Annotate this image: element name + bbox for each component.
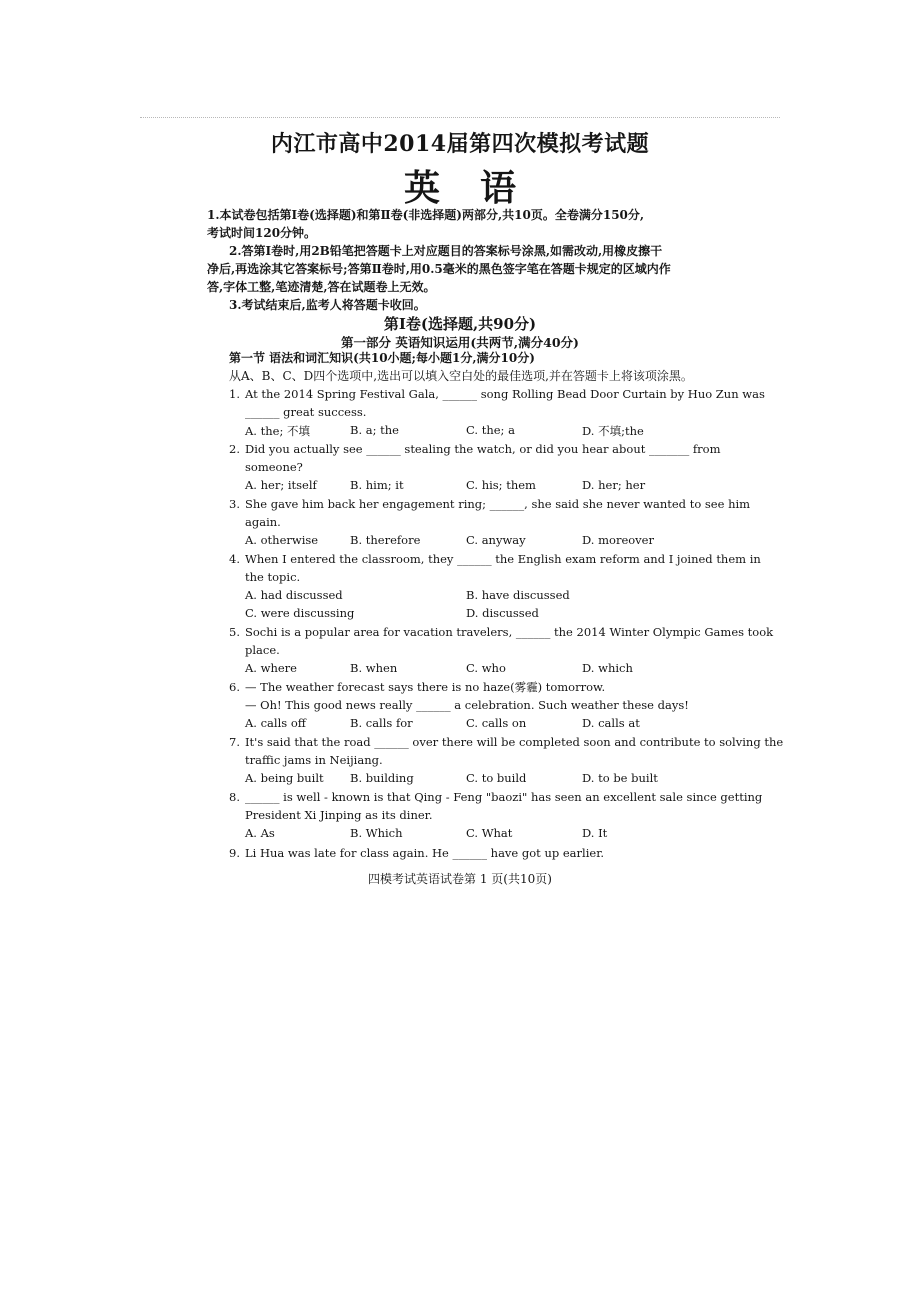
answer-option: A. her; itself xyxy=(245,478,317,492)
question-stem: ______ is well - known is that Qing - Feng "baozi" has seen an excellent sale since getting xyxy=(245,790,763,804)
question-stem: again. xyxy=(245,515,281,529)
answer-option: C. calls on xyxy=(466,716,527,730)
question-number: 3. xyxy=(229,497,240,511)
answer-option: A. otherwise xyxy=(245,533,319,547)
note-line: 答,字体工整,笔迹清楚,答在试题卷上无效。 xyxy=(207,280,436,294)
question-number: 5. xyxy=(229,625,240,639)
question-stem: When I entered the classroom, they ______ the English exam reform and I joined them in xyxy=(245,552,761,566)
answer-option: B. have discussed xyxy=(466,588,570,602)
answer-option: B. when xyxy=(350,661,398,675)
answer-option: D. moreover xyxy=(582,533,654,547)
question-stem: ______ great success. xyxy=(245,405,367,419)
question-stem: It's said that the road ______ over there will be completed soon and contribute to solving the xyxy=(245,735,784,749)
subject-title: 英语 xyxy=(403,167,556,209)
answer-option: D. discussed xyxy=(466,606,539,620)
answer-option: B. him; it xyxy=(350,478,404,492)
answer-option: B. building xyxy=(350,771,414,785)
section-title: 第一节 语法和词汇知识(共10小题;每小题1分,满分10分) xyxy=(229,351,535,365)
answer-option: C. were discussing xyxy=(245,606,355,620)
exam-title: 内江市高中2014届第四次模拟考试题 xyxy=(270,131,650,157)
answer-option: C. to build xyxy=(466,771,527,785)
question-stem: traffic jams in Neijiang. xyxy=(245,753,383,767)
part-title: 第一部分 英语知识运用(共两节,满分40分) xyxy=(341,335,579,350)
answer-option: C. What xyxy=(466,826,513,840)
answer-option: D. her; her xyxy=(582,478,646,492)
question-stem: — The weather forecast says there is no haze(雾霾) tomorrow. xyxy=(245,680,606,694)
note-line: 考试时间120分钟。 xyxy=(207,226,317,240)
answer-option: B. Which xyxy=(350,826,403,840)
answer-option: A. calls off xyxy=(245,716,306,730)
answer-option: C. who xyxy=(466,661,506,675)
answer-option: C. his; them xyxy=(466,478,536,492)
note-line: 3.考试结束后,监考人将答题卡收回。 xyxy=(229,298,426,312)
answer-option: A. the; 不填 xyxy=(245,424,310,438)
answer-option: D. It xyxy=(582,826,608,840)
question-number: 9. xyxy=(229,846,240,860)
question-stem: Sochi is a popular area for vacation travelers, ______ the 2014 Winter Olympic Games took xyxy=(245,625,774,639)
question-stem: Did you actually see ______ stealing the watch, or did you hear about _______ from xyxy=(245,442,721,456)
question-stem: place. xyxy=(245,643,280,657)
question-stem: President Xi Jinping as its diner. xyxy=(245,808,433,822)
instruction: 从A、B、C、D四个选项中,选出可以填入空白处的最佳选项,并在答题卡上将该项涂黑。 xyxy=(229,369,693,383)
answer-option: C. anyway xyxy=(466,533,526,547)
answer-option: A. As xyxy=(245,826,275,840)
note-line: 1.本试卷包括第Ⅰ卷(选择题)和第Ⅱ卷(非选择题)两部分,共10页。全卷满分150分, xyxy=(207,208,645,222)
question-stem: She gave him back her engagement ring; ______, she said she never wanted to see him xyxy=(245,497,751,511)
note-line: 2.答第Ⅰ卷时,用2B铅笔把答题卡上对应题目的答案标号涂黑,如需改动,用橡皮擦干 xyxy=(229,244,663,258)
question-number: 2. xyxy=(229,442,240,456)
answer-option: D. which xyxy=(582,661,633,675)
question-number: 4. xyxy=(229,552,240,566)
answer-option: B. calls for xyxy=(350,716,413,730)
answer-option: B. therefore xyxy=(350,533,421,547)
question-stem: the topic. xyxy=(245,570,301,584)
question-stem: At the 2014 Spring Festival Gala, ______ song Rolling Bead Door Curtain by Huo Zun was xyxy=(245,387,765,401)
answer-option: C. the; a xyxy=(466,423,515,437)
page-footer: 四模考试英语试卷第 1 页(共10页) xyxy=(368,872,552,886)
answer-option: D. calls at xyxy=(582,716,640,730)
volume-title: 第Ⅰ卷(选择题,共90分) xyxy=(383,315,537,333)
question-number: 1. xyxy=(229,387,240,401)
question-stem: Li Hua was late for class again. He ______ have got up earlier. xyxy=(245,846,605,860)
answer-option: A. where xyxy=(245,661,297,675)
answer-option: B. a; the xyxy=(350,423,399,437)
answer-option: A. had discussed xyxy=(245,588,343,602)
answer-option: A. being built xyxy=(245,771,324,785)
question-stem: someone? xyxy=(245,460,303,474)
top-divider xyxy=(140,117,780,118)
question-number: 8. xyxy=(229,790,240,804)
question-stem: — Oh! This good news really ______ a celebration. Such weather these days! xyxy=(245,698,689,712)
question-number: 7. xyxy=(229,735,240,749)
note-line: 净后,再选涂其它答案标号;答第Ⅱ卷时,用0.5毫米的黑色签字笔在答题卡规定的区域内作 xyxy=(207,262,671,276)
answer-option: D. 不填;the xyxy=(582,424,644,438)
answer-option: D. to be built xyxy=(582,771,658,785)
question-number: 6. xyxy=(229,680,240,694)
